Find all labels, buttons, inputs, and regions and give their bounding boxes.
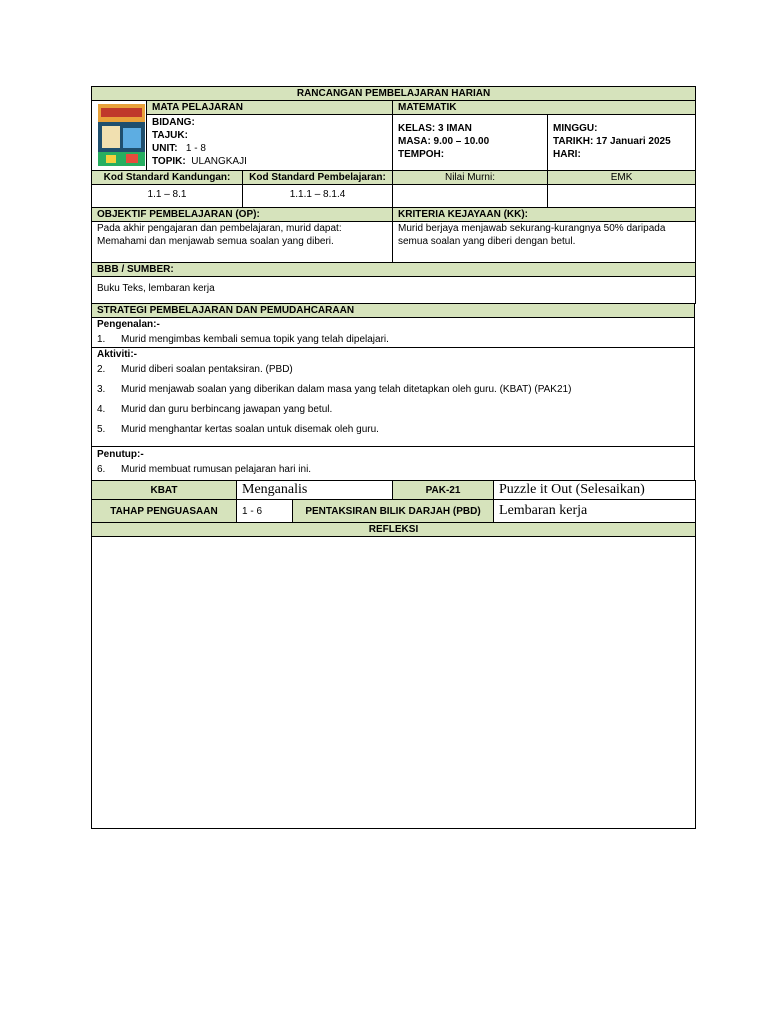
pbd-value: Lembaran kerja (494, 500, 696, 523)
topik-value: ULANGKAJI (191, 156, 247, 167)
emk-value (548, 185, 696, 208)
pak21-label: PAK-21 (393, 481, 494, 500)
nilai-murni-header: Nilai Murni: (393, 171, 548, 185)
unit-label: UNIT: (152, 143, 178, 154)
topic-info (147, 115, 393, 171)
bidang-label: BIDANG: (152, 117, 195, 128)
subject-label: MATA PELAJARAN (147, 101, 393, 115)
strategy-header: STRATEGI PEMBELAJARAN DAN PEMUDAHCARAAN (92, 304, 695, 318)
masa-text: MASA: 9.00 – 10.00 (398, 136, 490, 147)
refleksi-header: REFLEKSI (92, 523, 696, 537)
nilai-murni-value (393, 185, 548, 208)
pengenalan-section (92, 318, 695, 348)
aktiviti-label: Aktiviti:- (97, 349, 137, 360)
kbat-value: Menganalis (237, 481, 393, 500)
document-title: RANCANGAN PEMBELAJARAN HARIAN (92, 87, 696, 101)
class-info (393, 115, 548, 171)
subject-value: MATEMATIK (393, 101, 696, 115)
assessment-table (91, 480, 696, 829)
pengenalan-label: Pengenalan:- (97, 319, 160, 330)
step-item: 2. Murid diberi soalan pentaksiran. (PBD) (97, 364, 293, 375)
objective-body (92, 222, 393, 263)
penutup-label: Penutup:- (97, 449, 144, 460)
kod-kandungan-value: 1.1 – 8.1 (92, 185, 243, 208)
minggu-text: MINGGU: (553, 123, 598, 134)
objective-line-2: Memahami dan menjawab semua soalan yang diberi. (97, 236, 334, 247)
topik-label: TOPIK: (152, 156, 186, 167)
step-item: 3. Murid menjawab soalan yang diberikan dalam masa yang telah ditetapkan oleh guru. (KBAT) (PAK21) (97, 384, 572, 395)
kbat-label: KBAT (92, 481, 237, 500)
criteria-body (393, 222, 696, 263)
strategy-table (91, 303, 695, 481)
textbook-cover-image (92, 101, 147, 171)
emk-header: EMK (548, 171, 696, 185)
kelas-text: KELAS: 3 IMAN (398, 123, 472, 134)
criteria-line-1: Murid berjaya menjawab sekurang-kurangnya 50% daripada (398, 223, 666, 234)
aktiviti-section (92, 348, 695, 447)
tajuk-label: TAJUK: (152, 130, 188, 141)
pbd-label: PENTAKSIRAN BILIK DARJAH (PBD) (293, 500, 494, 523)
pak21-value: Puzzle it Out (Selesaikan) (494, 481, 696, 500)
step-item: 1. Murid mengimbas kembali semua topik yang telah dipelajari. (97, 334, 389, 345)
kod-kandungan-header: Kod Standard Kandungan: (92, 171, 243, 185)
bbb-value: Buku Teks, lembaran kerja (92, 277, 696, 304)
tarikh-text: TARIKH: 17 Januari 2025 (553, 136, 671, 147)
criteria-header: KRITERIA KEJAYAAN (KK): (393, 208, 696, 222)
objective-line-1: Pada akhir pengajaran dan pembelajaran, murid dapat: (97, 223, 342, 234)
refleksi-body[interactable] (92, 537, 696, 829)
step-item: 4. Murid dan guru berbincang jawapan yang betul. (97, 404, 333, 415)
lesson-plan-document (91, 86, 695, 829)
tempoh-text: TEMPOH: (398, 149, 445, 160)
kod-pembelajaran-value: 1.1.1 – 8.1.4 (243, 185, 393, 208)
step-item: 5. Murid menghantar kertas soalan untuk disemak oleh guru. (97, 424, 379, 435)
tahap-penguasaan-value: 1 - 6 (237, 500, 293, 523)
unit-value: 1 - 8 (185, 143, 206, 154)
lesson-plan-header-table (91, 86, 696, 304)
bbb-header: BBB / SUMBER: (92, 263, 696, 277)
criteria-line-2: semua soalan yang diberi dengan betul. (398, 236, 576, 247)
penutup-section (92, 447, 695, 481)
step-item: 6. Murid membuat rumusan pelajaran hari ini. (97, 464, 312, 475)
tahap-penguasaan-label: TAHAP PENGUASAAN (92, 500, 237, 523)
kod-pembelajaran-header: Kod Standard Pembelajaran: (243, 171, 393, 185)
hari-text: HARI: (553, 149, 581, 160)
objective-header: OBJEKTIF PEMBELAJARAN (OP): (92, 208, 393, 222)
date-info (548, 115, 696, 171)
